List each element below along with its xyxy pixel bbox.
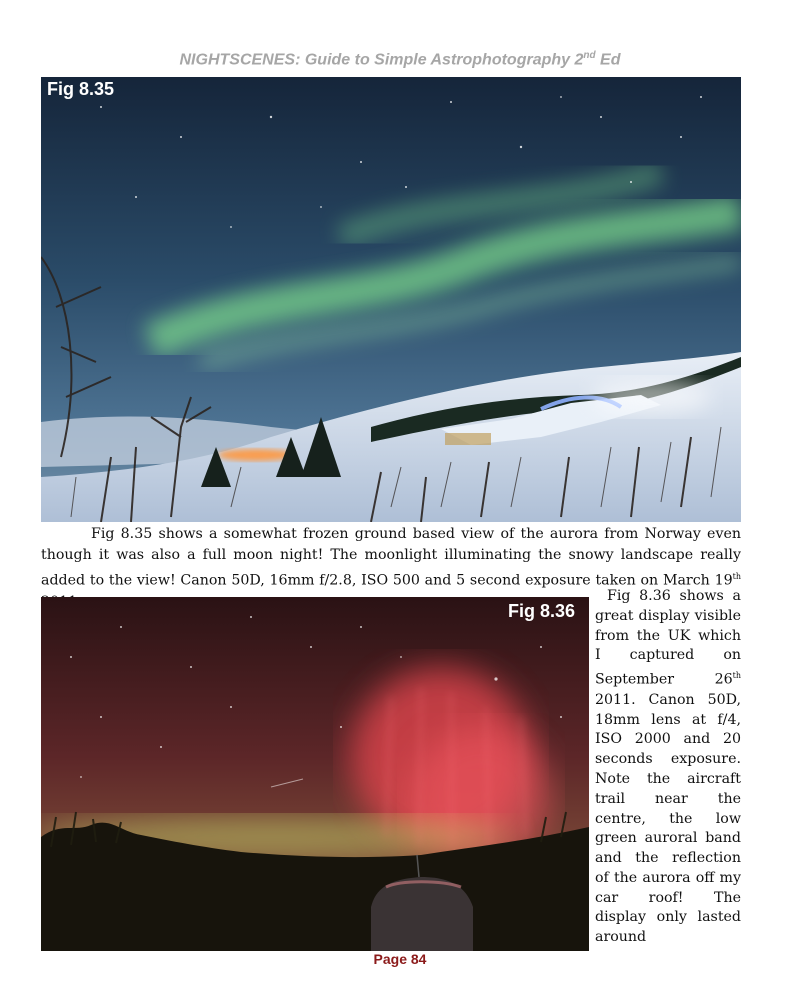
aurora-norway-photo — [41, 77, 741, 522]
aurora-uk-illustration — [41, 597, 589, 951]
aurora-uk-photo — [41, 597, 589, 951]
header-edition-sup: nd — [583, 50, 596, 61]
header-title: NIGHTSCENES: Guide to Simple Astrophotography 2 — [179, 51, 584, 69]
aurora-norway-illustration — [41, 77, 741, 522]
fig-8-36-caption-end: 2011. Canon 50D, 18mm lens at f/4, ISO 2000 and 20 seconds exposure. Note the aircraft trail near the centre, the low green auroral band and the reflection of the aurora off my car roof! The display only lasted around — [595, 691, 741, 946]
fig-8-36-caption-text: Fig 8.36 shows a great display visible from the UK which I captured on September 26 — [595, 588, 741, 688]
fig-8-36-caption-sup: th — [732, 671, 741, 681]
fig-8-36-caption — [595, 587, 741, 948]
fig-8-35-label: Fig 8.35 — [47, 79, 115, 99]
fig-8-35-caption-sup: th — [732, 572, 741, 581]
fig-8-36-label: Fig 8.36 — [507, 601, 575, 621]
header-edition-suffix: Ed — [595, 51, 621, 69]
page-number: Page 84 — [373, 951, 427, 967]
running-header — [0, 50, 800, 69]
fig-8-35-caption-text: Fig 8.35 shows a somewhat frozen ground based view of the aurora from Norway even though it was also a full moon night! The moonlight illuminating the snowy landscape really added to the view! Canon 50D, 16mm f/2.8, ISO 500 and 5 second exposure taken on March 19 — [41, 526, 741, 589]
